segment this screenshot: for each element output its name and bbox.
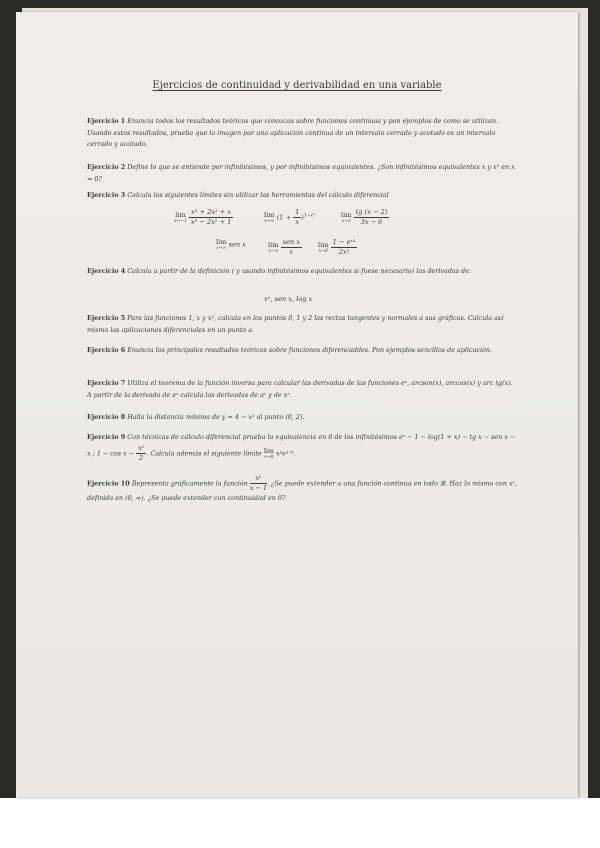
paper-sheet xyxy=(16,12,578,798)
limit-4: lim x→∞ sen x xyxy=(216,238,246,251)
exercise-label: Ejercicio 2 xyxy=(87,163,126,171)
exercise-4 xyxy=(87,266,517,278)
exercise-label: Ejercicio 5 xyxy=(87,314,126,322)
exercise-5 xyxy=(87,313,517,336)
page-title: Ejercicios de continuidad y derivabilidad en una variable xyxy=(152,80,442,91)
exercise-label: Ejercicio 7 xyxy=(87,379,126,387)
limit-1: lim x→−1 $\frac{\text{x³ + 2x² + x}}{\text{x³ − 2x² + 1}}$ xyxy=(174,208,232,226)
exercise-label: Ejercicio 4 xyxy=(87,267,126,275)
exercise-label: Ejercicio 9 xyxy=(87,433,126,441)
exercise-text: Calcula los siguientes límites sin utilizar las herramientas del cálculo diferencial xyxy=(127,191,389,199)
exercise-text: Halla la distancia mínima de y = 4 − x² al punto (0, 2). xyxy=(127,413,305,421)
exercise-7 xyxy=(87,378,517,401)
exercise-text: Con técnicas de cálculo diferencial prueba la equivalencia en 0 de los infinitésimos eˣ − 1 ∼ log(1 + x) ∼ tg x ∼ sen x ∼ x ; 1 − cos x ∼ xyxy=(87,433,516,457)
exercise-label: Ejercicio 3 xyxy=(87,191,126,199)
exercise-text: Utiliza el teorema de la función inversa para calcular las derivadas de las funciones eˣ, arcsen(x), arccos(x) y arc tg(x). A partir de la derivada de eˣ calcula las derivadas de aˣ y de xˣ. xyxy=(87,379,513,399)
limit-expression: lim x→0 xyxy=(263,446,274,460)
limit-3: lim x→3 $\frac{tg (x - 2)}{3x - 6}$ xyxy=(341,208,388,226)
exercise-6 xyxy=(87,345,517,357)
fraction: $\frac{\text{x²}}{x - 1}$ xyxy=(249,474,267,492)
exercise-label: Ejercicio 6 xyxy=(87,346,126,354)
exercise-9: Ejercicio 9 Con técnicas de cálculo diferencial prueba la equivalencia en 0 de los infinitésimos eˣ − 1 ∼ log(1 + x) ∼ tg x ∼ sen x ∼ x ; 1 − cos x ∼ $\frac{\text{x²}}{2}$ . Calcula además el siguiente límite lim x→0 x²e¹ᐟˣ. xyxy=(87,433,516,462)
exercise-2 xyxy=(87,162,517,185)
exercise-text: Representa gráficamente la función xyxy=(131,479,248,488)
exercise-10: Ejercicio 10 Representa gráficamente la función $\frac{\text{x²}}{x - 1}$ . ¿Se puede extender a una función continua en todo ℝ. Haz lo mismo con xˣ, definida en (0, ∞). ¿Se puede extender con continuidad en 0? xyxy=(87,474,517,502)
exercise-8 xyxy=(87,412,517,424)
exercise-label: Ejercicio 10 xyxy=(87,479,130,488)
exercise-text: Define lo que se entiende por infinitésimos, y por infinitésimos equivalentes. ¿Son infinitésimos equivalentes x y x² en x = 0? xyxy=(87,163,515,183)
exercise-label: Ejercicio 1 xyxy=(87,117,126,125)
limit-5: lim x→∞ $\frac{\text{sen x}}{x}$ xyxy=(268,238,300,256)
limit-2: lim x→∞ (1 + $\frac{1}{x}$ )$^{1-x^2}$ xyxy=(264,208,315,226)
exercise-1 xyxy=(87,116,517,151)
exercise-text: Para las funciones 1, x y x², calcula en los puntos 0, 1 y 2 las rectas tangentes y normales a sus gráficas. Calcula así mismo las aplicaciones diferenciales en un punto a. xyxy=(87,314,504,334)
exercise-text: Calcula a partir de la definición ( y usando infinitésimos equivalentes si fuese necesario) las derivadas de: xyxy=(127,267,472,275)
derivative-functions: xⁿ, sen x, log x xyxy=(264,295,313,303)
exercise-text: Enuncia todos los resultados teóricos que conozcas sobre funciones continuas y pon ejemplos de como se utilizan. Usando estos resultados, prueba que la imagen por una aplicación continua de un intervalo cerrado y acotado es un intervalo cerrado y acotado. xyxy=(87,117,499,148)
exercise-label: Ejercicio 8 xyxy=(87,413,126,421)
exercise-3 xyxy=(87,190,517,202)
exercise-text: Enuncia los principales resultados teóricos sobre funciones diferenciables. Pon ejemplos sencillos de aplicación. xyxy=(127,346,493,354)
limit-6: lim x→0 $\frac{\text{1 − eˣ²}}{\text{2x²}}$ xyxy=(318,238,356,256)
fraction: $\frac{\text{x²}}{2}$ xyxy=(138,443,145,462)
